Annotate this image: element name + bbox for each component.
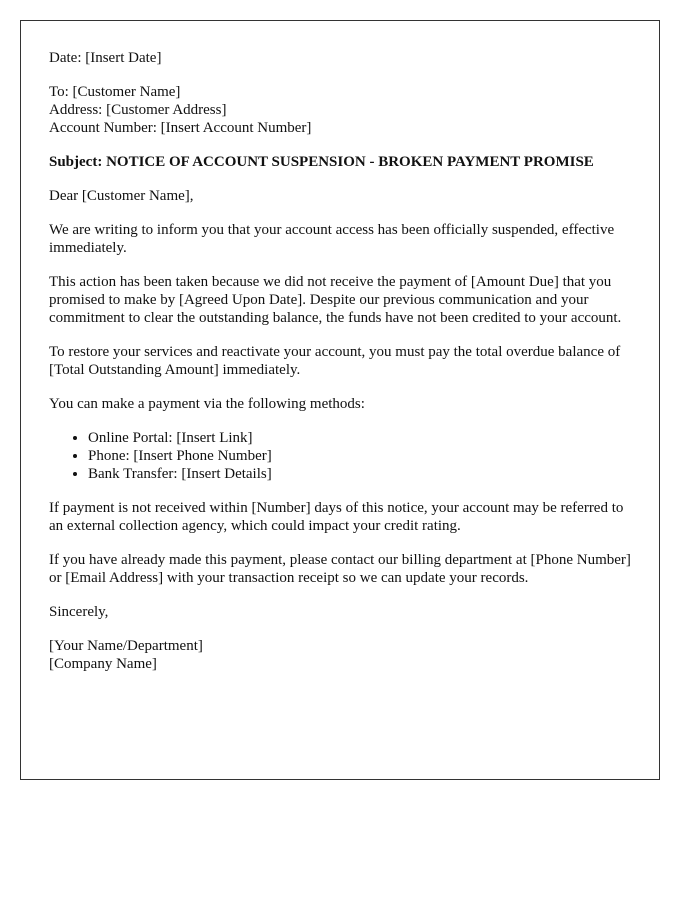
paragraph-restore: To restore your services and reactivate your account, you must pay the total overdue balance of [Total Outstanding Amount] immediately.	[49, 344, 621, 378]
paragraph-suspension: We are writing to inform you that your account access has been officially suspended, effective immediately.	[49, 222, 615, 256]
payment-method-online: • Online Portal: [Insert Link]	[88, 429, 631, 447]
payment-method-phone: • Phone: [Insert Phone Number]	[88, 447, 631, 465]
closing: Sincerely,	[49, 604, 109, 620]
recipient-address: Address: [Customer Address]	[49, 102, 227, 118]
paragraph-already-paid: If you have already made this payment, please contact our billing department at [Phone Number] or [Email Address] with your transaction receipt so we can update your records.	[49, 552, 631, 586]
paragraph-methods-intro: You can make a payment via the following methods:	[49, 396, 365, 412]
recipient-name: To: [Customer Name]	[49, 84, 181, 100]
signature-name: [Your Name/Department]	[49, 638, 203, 654]
letter-page	[20, 20, 660, 780]
recipient-block	[49, 83, 631, 137]
paragraph-reason: This action has been taken because we did not receive the payment of [Amount Due] that you promised to make by [Agreed Upon Date]. Despite our previous communication and your commitment to clear the outstanding balance, the funds have not been credited to your account.	[49, 274, 622, 326]
letter-subject: Subject: NOTICE OF ACCOUNT SUSPENSION - BROKEN PAYMENT PROMISE	[49, 154, 594, 170]
salutation: Dear [Customer Name],	[49, 188, 194, 204]
signature-block	[49, 637, 631, 673]
signature-company: [Company Name]	[49, 656, 157, 672]
payment-method-bank: • Bank Transfer: [Insert Details]	[88, 465, 631, 483]
payment-methods-list	[49, 429, 631, 483]
account-number: Account Number: [Insert Account Number]	[49, 120, 312, 136]
letter-date: Date: [Insert Date]	[49, 50, 162, 66]
paragraph-collection-warning: If payment is not received within [Number] days of this notice, your account may be referred to an external collection agency, which could impact your credit rating.	[49, 500, 624, 534]
